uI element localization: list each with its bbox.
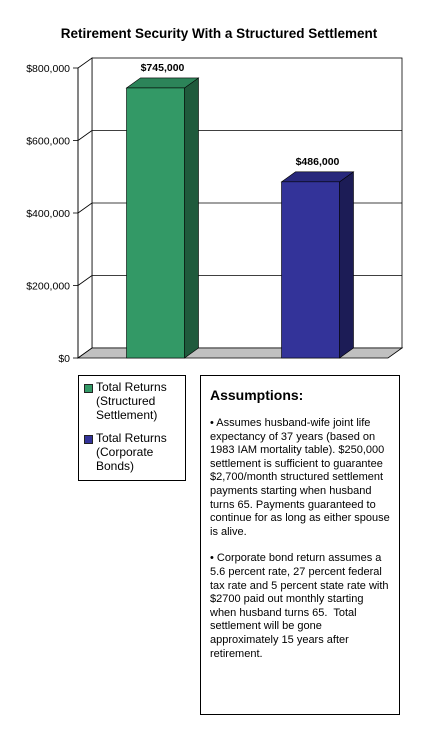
- y-tick-label: $800,000: [26, 63, 70, 75]
- bar-side: [340, 172, 354, 358]
- y-tick-label: $400,000: [26, 208, 70, 220]
- assumption-corporate-bond: • Corporate bond return assumes a 5.6 percent rate, 27 percent federal tax rate and 5 percent state rate with $2700 paid out monthly starting when husband turns 65. Total settlement will be gone approximately 15 years after retirement.: [210, 552, 392, 660]
- data-label: $745,000: [140, 61, 185, 74]
- bar-side: [185, 78, 199, 358]
- bar: [282, 182, 340, 358]
- legend-label-line: Settlement): [96, 408, 158, 422]
- legend-label-line: (Structured: [96, 394, 156, 408]
- y-tick-label: $0: [58, 353, 70, 365]
- legend-label-line: Bonds): [96, 459, 135, 473]
- chart-legend: [78, 375, 186, 481]
- chart-title: Retirement Security With a Structured Settlement: [60, 26, 378, 41]
- legend-label-line: Total Returns: [96, 431, 167, 445]
- y-tick-label: $600,000: [26, 135, 70, 148]
- legend-label-line: (Corporate: [96, 445, 154, 459]
- assumptions-title: Assumptions:: [210, 387, 304, 403]
- legend-label-line: Total Returns: [96, 380, 167, 394]
- bar: [127, 88, 185, 358]
- legend-swatch-corporate-bonds: [84, 435, 93, 444]
- data-label: $486,000: [295, 155, 340, 168]
- y-tick-label: $200,000: [26, 280, 70, 293]
- assumptions-box: [200, 375, 400, 715]
- assumption-joint-life: • Assumes husband-wife joint life expectancy of 37 years (based on 1983 IAM mortality table). $250,000 settlement is sufficient to guarantee $2,700/month structured settlement payments starting when husband turns 65. Payments guaranteed to continue for as long as either spouse is alive.: [210, 417, 393, 538]
- legend-swatch-structured-settlement: [84, 384, 93, 393]
